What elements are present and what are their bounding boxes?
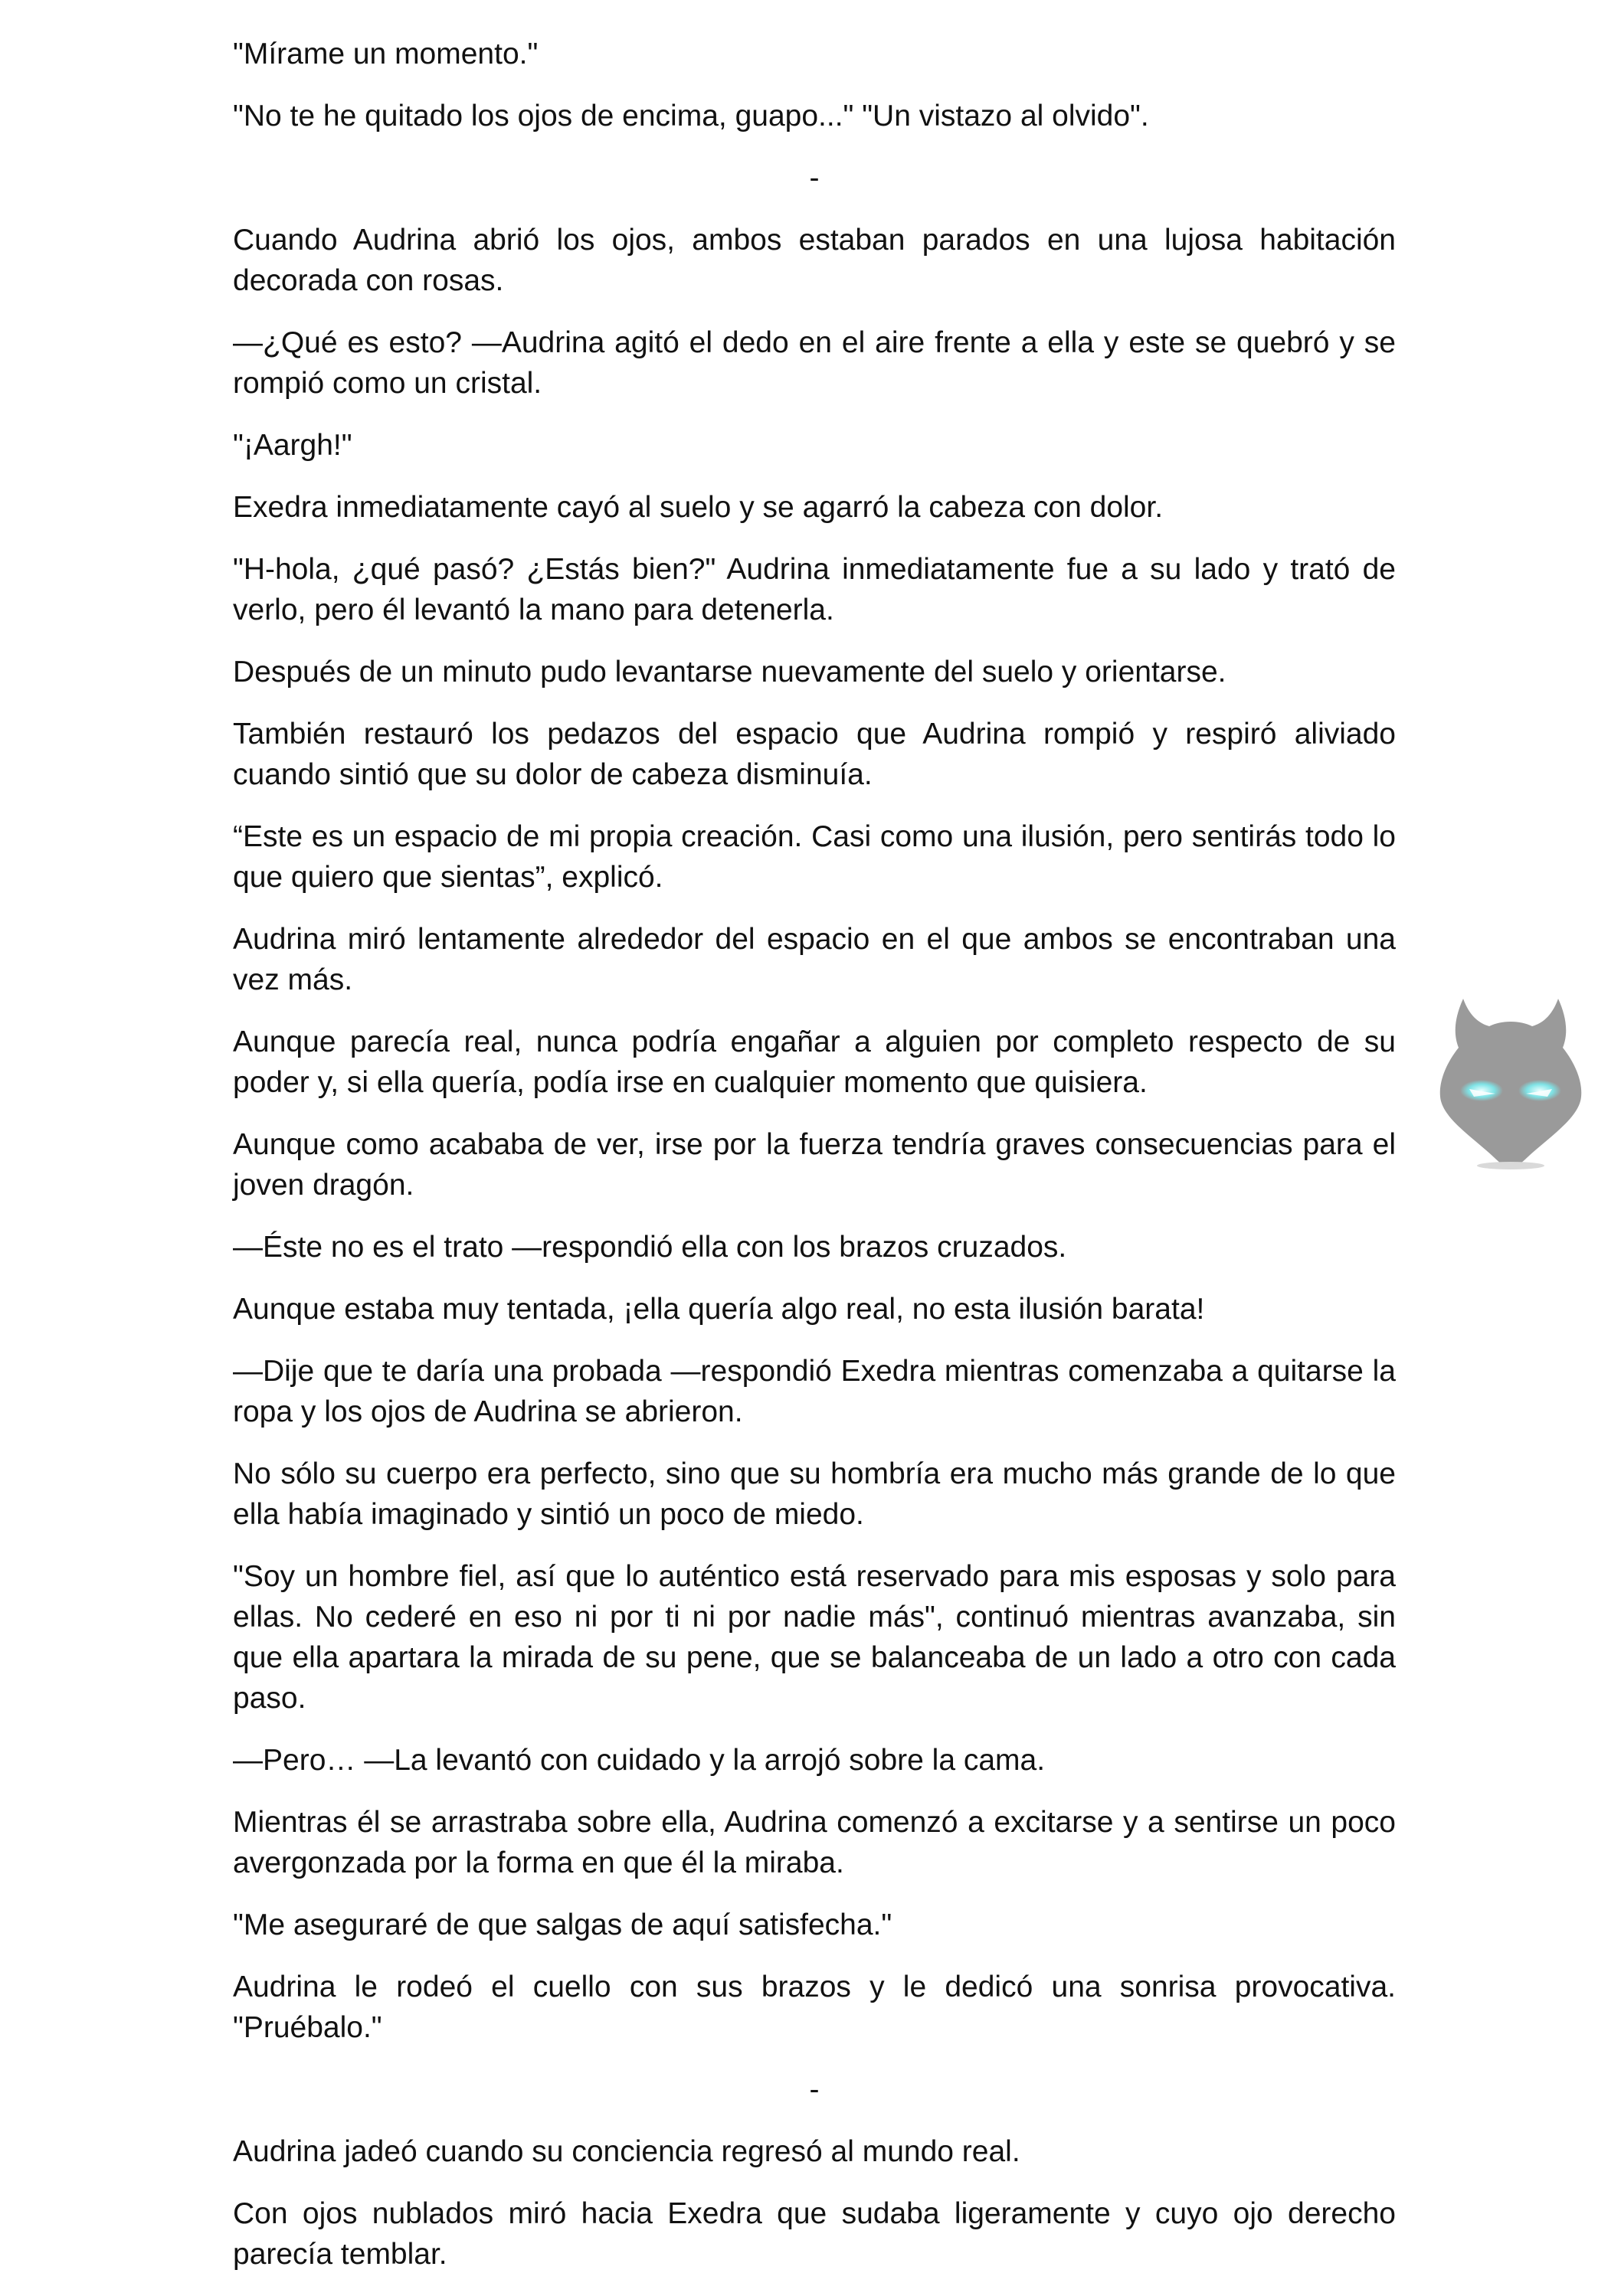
paragraph: Audrina jadeó cuando su conciencia regresó al mundo real.	[233, 2135, 1020, 2168]
paragraph: Audrina miró lentamente alrededor del espacio en el que ambos se encontraban una vez más.	[233, 923, 1396, 996]
paragraph: "¡Aargh!"	[233, 429, 352, 462]
paragraph: "Soy un hombre fiel, así que lo auténtico está reservado para mis esposas y solo para ellas. No cederé en eso ni por ti ni por nadie más", continuó mientras avanzaba, sin que ella apartara la mirada de su pene, que se balanceaba de un lado a otro con cada paso.	[233, 1560, 1396, 1715]
paragraph: Aunque como acababa de ver, irse por la fuerza tendría graves consecuencias para el joven dragón.	[233, 1128, 1396, 1202]
document-page	[233, 34, 1396, 2296]
paragraph: "Mírame un momento."	[233, 38, 539, 70]
section-separator: -	[809, 2073, 820, 2106]
paragraph: “Este es un espacio de mi propia creación. Casi como una ilusión, pero sentirás todo lo que quiero que sientas”, explicó.	[233, 820, 1396, 894]
paragraph: —Pero… —La levantó con cuidado y la arrojó sobre la cama.	[233, 1744, 1046, 1777]
paragraph: "Me aseguraré de que salgas de aquí satisfecha."	[233, 1908, 892, 1941]
paragraph: —Éste no es el trato —respondió ella con los brazos cruzados.	[233, 1231, 1067, 1264]
paragraph: —¿Qué es esto? —Audrina agitó el dedo en el aire frente a ella y este se quebró y se rompió como un cristal.	[233, 326, 1396, 400]
paragraph: Cuando Audrina abrió los ojos, ambos estaban parados en una lujosa habitación decorada con rosas.	[233, 224, 1396, 297]
document-body	[233, 34, 1396, 2275]
paragraph: Audrina le rodeó el cuello con sus brazos y le dedicó una sonrisa provocativa. "Pruébalo."	[233, 1971, 1396, 2044]
paragraph: Aunque parecía real, nunca podría engañar a alguien por completo respecto de su poder y, si ella quería, podía irse en cualquier momento que quisiera.	[233, 1025, 1396, 1099]
section-separator: -	[809, 162, 820, 195]
demon-head-icon	[1434, 993, 1587, 1170]
paragraph: "No te he quitado los ojos de encima, guapo..." "Un vistazo al olvido".	[233, 100, 1149, 132]
paragraph: "H-hola, ¿qué pasó? ¿Estás bien?" Audrina inmediatamente fue a su lado y trató de verlo, pero él levantó la mano para detenerla.	[233, 553, 1396, 626]
paragraph: Exedra inmediatamente cayó al suelo y se agarró la cabeza con dolor.	[233, 491, 1164, 524]
paragraph: —Dije que te daría una probada —respondió Exedra mientras comenzaba a quitarse la ropa y los ojos de Audrina se abrieron.	[233, 1355, 1396, 1428]
paragraph: Aunque estaba muy tentada, ¡ella quería algo real, no esta ilusión barata!	[233, 1293, 1205, 1326]
paragraph: Mientras él se arrastraba sobre ella, Audrina comenzó a excitarse y a sentirse un poco avergonzada por la forma en que él la miraba.	[233, 1806, 1396, 1879]
paragraph: No sólo su cuerpo era perfecto, sino que su hombría era mucho más grande de lo que ella había imaginado y sintió un poco de miedo.	[233, 1457, 1396, 1531]
paragraph: También restauró los pedazos del espacio que Audrina rompió y respiró aliviado cuando sintió que su dolor de cabeza disminuía.	[233, 718, 1396, 791]
paragraph: Después de un minuto pudo levantarse nuevamente del suelo y orientarse.	[233, 656, 1226, 688]
paragraph: Con ojos nublados miró hacia Exedra que sudaba ligeramente y cuyo ojo derecho parecía temblar.	[233, 2197, 1396, 2271]
